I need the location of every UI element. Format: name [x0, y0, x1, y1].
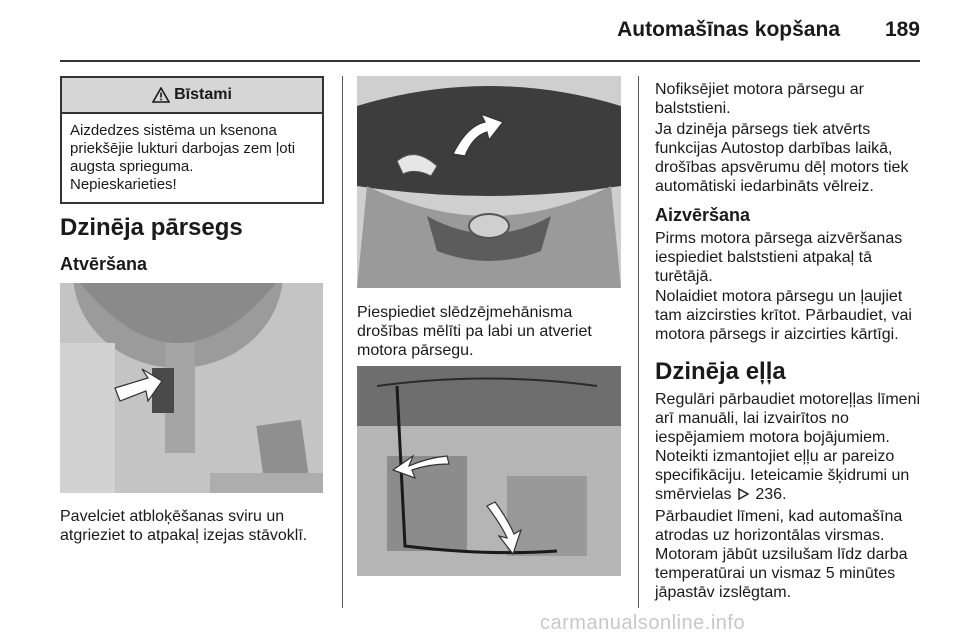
release-lever-illustration	[60, 283, 323, 493]
caption-line: atgrieziet to atpakaļ izejas stāvoklī.	[60, 527, 308, 544]
warning-triangle-icon	[152, 87, 170, 103]
paragraph-closing-1	[655, 229, 945, 286]
text-line: drošības apsvērumu dēļ motors tiek	[655, 159, 909, 176]
text-line: turētājā.	[655, 268, 713, 285]
text-line: Ja dzinēja pārsegs tiek atvērts	[655, 121, 871, 138]
warning-line: augsta sprieguma.	[70, 158, 194, 175]
caption-bonnet-open	[357, 303, 627, 360]
warning-line: priekšējie lukturi darbojas zem ļoti	[70, 140, 296, 157]
text-line: motora pārsegs ir aizcirties kārtīgi.	[655, 326, 899, 343]
subsection-title-opening: Atvēršana	[60, 254, 148, 274]
paragraph-autostop	[655, 120, 945, 196]
text-line: Motoram jābūt uzsilušam līdz darba	[655, 546, 908, 563]
text-line: specifikāciju. Ieteicamie šķidrumi un	[655, 467, 910, 484]
text-line: tam aizcirsties krītot. Pārbaudiet, vai	[655, 307, 912, 324]
warning-line: Aizdedzes sistēma un ksenona	[70, 122, 277, 139]
text-fragment: smērvielas	[655, 486, 732, 503]
paragraph-oil-check	[655, 390, 955, 504]
text-line: automātiski iedarbināts vēlreiz.	[655, 178, 874, 195]
text-line: iespējamiem motora bojājumiem.	[655, 429, 890, 446]
text-line: Pirms motora pārsega aizvēršanas	[655, 230, 903, 247]
section-title-engine-oil: Dzinēja eļļa	[655, 358, 786, 385]
paragraph-oil-level	[655, 507, 955, 602]
text-line: atrodas uz horizontālas virsmas.	[655, 527, 885, 544]
text-line: Noteikti izmantojiet eļļu ar pareizo	[655, 448, 895, 465]
page-number: 189	[884, 18, 920, 41]
text-line: arī manuāli, lai izvairītos no	[655, 410, 849, 427]
text-line: Pārbaudiet līmeni, kad automašīna	[655, 508, 903, 525]
paragraph-fix-rod	[655, 80, 945, 118]
text-line: temperatūrai un vismaz 5 minūtes	[655, 565, 896, 582]
caption-line: Pavelciet atbloķēšanas sviru un	[60, 508, 285, 525]
text-line: Nofiksējiet motora pārsegu ar	[655, 81, 864, 98]
text-line: Nolaidiet motora pārsegu un ļaujiet	[655, 288, 903, 305]
text-line	[655, 485, 955, 504]
text-line: balststieni.	[655, 100, 731, 117]
caption-release-lever	[60, 507, 330, 545]
page-header	[60, 0, 920, 60]
text-line: Regulāri pārbaudiet motoreļļas līmeni	[655, 391, 921, 408]
paragraph-closing-2	[655, 287, 955, 344]
section-title-bonnet: Dzinēja pārsegs	[60, 214, 243, 241]
page-reference-link[interactable]: 236.	[755, 486, 787, 503]
caption-line: drošības mēlīti pa labi un atveriet	[357, 323, 592, 340]
support-rod-illustration	[357, 366, 621, 576]
watermark: carmanualsonline.info	[540, 612, 746, 634]
danger-warning-box	[60, 76, 324, 204]
page-reference-icon	[738, 488, 749, 500]
warning-heading-text: Bīstami	[174, 86, 232, 103]
text-line: jāpastāv izslēgtam.	[655, 584, 792, 601]
column-divider-1	[342, 76, 343, 608]
text-line: iespiediet balststieni atpakaļ tā	[655, 249, 873, 266]
warning-line: Nepieskarieties!	[70, 176, 177, 193]
chapter-title: Automašīnas kopšana	[617, 18, 840, 41]
warning-text	[62, 114, 322, 202]
subsection-title-closing: Aizvēršana	[655, 205, 751, 225]
header-rule	[60, 60, 920, 62]
column-divider-2	[638, 76, 639, 608]
caption-line: motora pārsegu.	[357, 342, 474, 359]
warning-heading	[62, 78, 322, 114]
bonnet-open-illustration	[357, 76, 621, 288]
caption-line: Piespiediet slēdzējmehānisma	[357, 304, 573, 321]
text-line: funkcijas Autostop darbības laikā,	[655, 140, 893, 157]
